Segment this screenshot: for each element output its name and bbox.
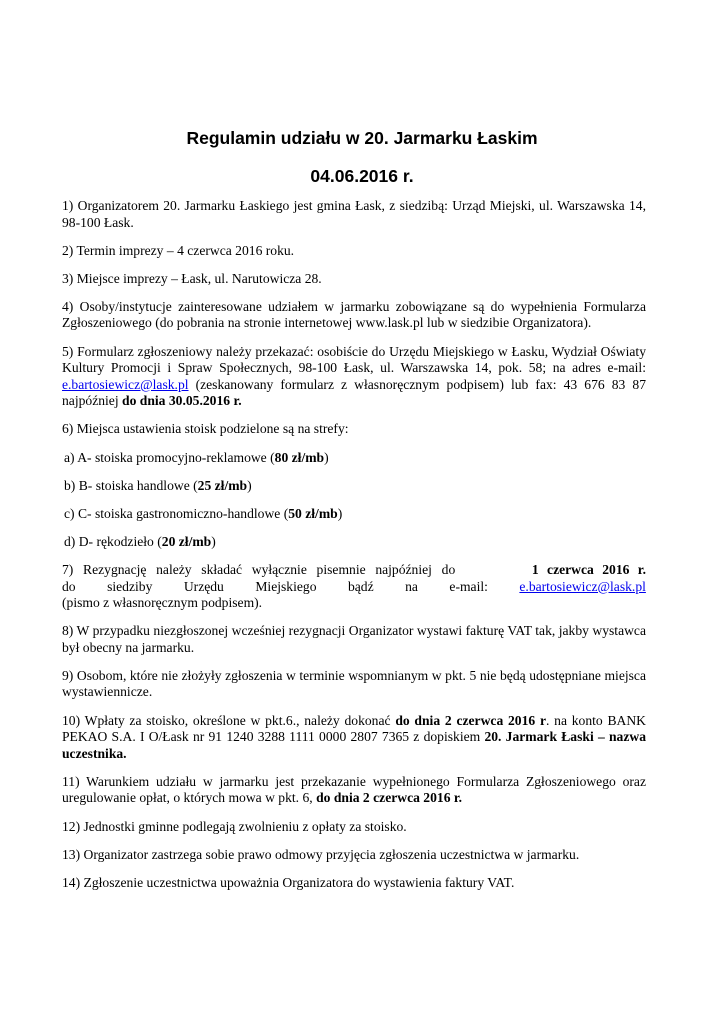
zone-label: c) C- stoiska gastronomiczno-handlowe ( [64, 505, 289, 521]
word: do [62, 578, 76, 594]
zone-d [62, 534, 646, 551]
zone-price: 80 zł/mb [274, 449, 325, 465]
zone-c [62, 506, 646, 523]
zone-price: 50 zł/mb [288, 505, 338, 521]
zone-end: ) [211, 533, 216, 549]
paragraph-10-date: do dnia 2 czerwca 2016 r [395, 712, 546, 728]
zone-label: d) D- rękodzieło ( [64, 533, 162, 549]
paragraph-11-text: 11) Warunkiem udziału w jarmarku jest przekazanie wypełnionego Formularza Zgłoszeniowego oraz uregulowanie opłat, o których mowa w pkt. 6, [62, 773, 646, 806]
paragraph-9: 9) Osobom, które nie złożyły zgłoszenia w terminie wspomnianym w pkt. 5 nie będą udostępniane miejsca wystawiennicze. [62, 667, 646, 700]
paragraph-13: 13) Organizator zastrzega sobie prawo odmowy przyjęcia zgłoszenia uczestnictwa w jarmarku. [62, 846, 580, 862]
zone-end: ) [324, 449, 329, 465]
paragraph-7-line-1 [62, 562, 646, 579]
document-date: 04.06.2016 r. [310, 166, 414, 186]
word: siedziby [107, 578, 153, 594]
paragraph-10 [62, 713, 646, 763]
word: e-mail: [449, 578, 488, 594]
word: bądź [347, 578, 374, 594]
paragraph-7-date: 1 czerwca 2016 r. [531, 561, 646, 577]
paragraph-10-note: 20. Jarmark Łaski – nazwa uczestnika. [62, 729, 646, 761]
paragraph-3: 3) Miejsce imprezy – Łask, ul. Narutowicza 28. [62, 270, 322, 286]
word: na [405, 578, 418, 594]
paragraph-8: 8) W przypadku niezgłoszonej wcześniej rezygnacji Organizator wystawi fakturę VAT tak, jakby wystawca był obecny na jarmarku. [62, 623, 646, 655]
paragraph-1: 1) Organizatorem 20. Jarmarku Łaskiego jest gmina Łask, z siedzibą: Urząd Miejski, ul. Warszawska 14, 98-100 Łask. [62, 198, 646, 230]
email-link[interactable]: e.bartosiewicz@lask.pl [62, 376, 189, 392]
paragraph-11 [62, 774, 646, 807]
word: Miejskiego [255, 578, 317, 594]
zone-b [62, 478, 646, 495]
zone-a [62, 450, 646, 467]
paragraph-5-text: 5) Formularz zgłoszeniowy należy przekazać: osobiście do Urzędu Miejskiego w Łasku, Wydział Oświaty Kultury Promocji i Spraw Społecznych, 98-100 Łask, ul. Warszawska 14, pok. 58; na adres e-mail: [62, 343, 646, 376]
paragraph-7-line-2 [62, 579, 646, 596]
paragraph-10-text-2: . na konto BANK PEKAO S.A. I O/Łask nr 91 1240 3288 1111 0000 2807 7365 z dopiskiem [62, 712, 646, 745]
paragraph-12: 12) Jednostki gminne podlegają zwolnieniu z opłaty za stoisko. [62, 818, 407, 834]
paragraph-4: 4) Osoby/instytucje zainteresowane udziałem w jarmarku zobowiązane są do wypełnienia Formularza Zgłoszeniowego (do pobrania na stronie internetowej www.lask.pl lub w siedzibie Organizatora). [62, 298, 646, 331]
zone-end: ) [247, 477, 252, 493]
paragraph-7-text: 7) Rezygnację należy składać wyłącznie pisemnie najpóźniej do [62, 561, 456, 577]
regulations-body [62, 198, 646, 903]
paragraph-7 [62, 562, 646, 612]
email-link[interactable]: e.bartosiewicz@lask.pl [519, 578, 646, 594]
zone-price: 25 zł/mb [197, 477, 248, 493]
zone-price: 20 zł/mb [161, 533, 212, 549]
paragraph-10-text: 10) Wpłaty za stoisko, określone w pkt.6., należy dokonać [62, 712, 396, 728]
zone-label: a) A- stoiska promocyjno-reklamowe ( [64, 449, 275, 465]
paragraph-5-text-2: (zeskanowany formularz z własnoręcznym podpisem) lub fax: 43 676 83 87 najpóźniej [62, 376, 646, 409]
document-title: Regulamin udziału w 20. Jarmarku Łaskim [186, 128, 538, 148]
paragraph-14: 14) Zgłoszenie uczestnictwa upoważnia Organizatora do wystawienia faktury VAT. [62, 874, 515, 890]
word: Urzędu [183, 578, 224, 594]
paragraph-2: 2) Termin imprezy – 4 czerwca 2016 roku. [62, 242, 295, 258]
zone-label: b) B- stoiska handlowe ( [64, 477, 198, 493]
zone-end: ) [337, 505, 343, 521]
paragraph-5 [62, 344, 646, 410]
paragraph-5-deadline: do dnia 30.05.2016 r. [122, 393, 242, 409]
paragraph-11-date: do dnia 2 czerwca 2016 r. [316, 790, 463, 806]
paragraph-7-line-3: (pismo z własnoręcznym podpisem). [62, 595, 263, 611]
paragraph-6: 6) Miejsca ustawienia stoisk podzielone są na strefy: [62, 421, 349, 437]
